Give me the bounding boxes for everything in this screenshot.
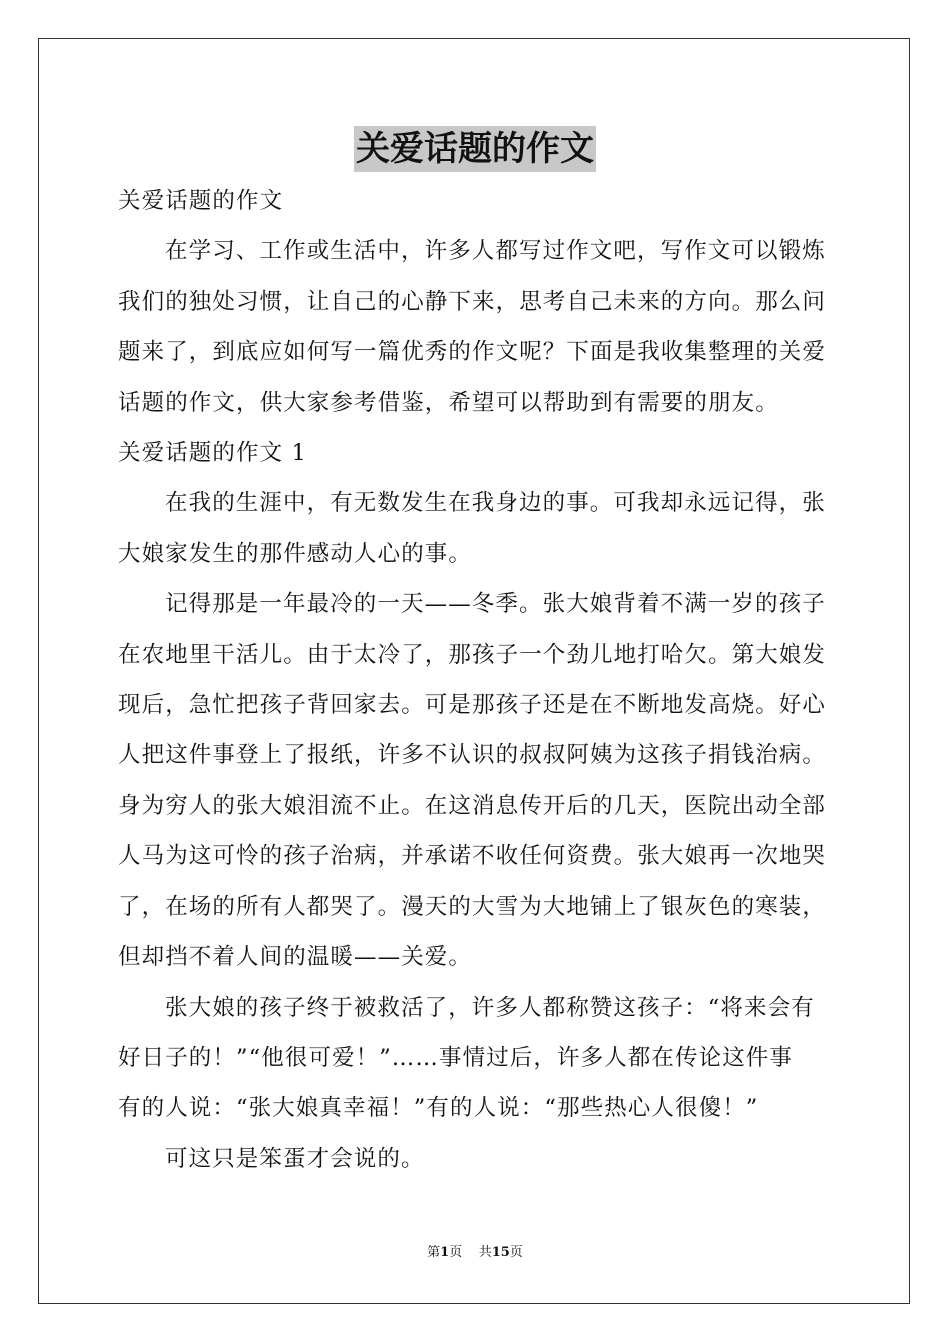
page-suffix: 页 [449, 1245, 463, 1260]
text-line: 好日子的！”“他很可爱！”……事情过后，许多人都在传论这件事 [118, 1044, 794, 1071]
text-line: 可这只是笨蛋才会说的。 [165, 1145, 425, 1172]
text-line: 人把这件事登上了报纸，许多不认识的叔叔阿姨为这孩子捐钱治病。 [118, 742, 827, 769]
text-line: 题来了，到底应如何写一篇优秀的作文呢？下面是我收集整理的关爱 [118, 339, 827, 366]
text-line: 记得那是一年最冷的一天——冬季。张大娘背着不满一岁的孩子 [165, 591, 826, 618]
text-line: 现后，急忙把孩子背回家去。可是那孩子还是在不断地发高烧。好心 [118, 692, 827, 719]
document-title: 关爱话题的作文 [354, 126, 596, 172]
document-body [118, 176, 834, 1184]
page-number: 1 [440, 1245, 450, 1260]
text-line: 但却挡不着人间的温暖——关爱。 [118, 944, 473, 971]
total-suffix: 页 [509, 1245, 523, 1260]
text-line: 关爱话题的作文 1 [118, 440, 307, 467]
total-pages: 15 [491, 1245, 510, 1260]
text-line: 大娘家发生的那件感动人心的事。 [118, 540, 473, 567]
title-container [0, 126, 950, 172]
text-line: 在学习、工作或生活中，许多人都写过作文吧，写作文可以锻炼 [165, 238, 826, 265]
total-prefix: 共 [478, 1245, 492, 1260]
text-line: 在农地里干活儿。由于太冷了，那孩子一个劲儿地打哈欠。第大娘发 [118, 641, 827, 668]
text-line: 在我的生涯中，有无数发生在我身边的事。可我却永远记得，张 [165, 490, 826, 517]
page-footer [0, 1244, 950, 1262]
text-line: 话题的作文，供大家参考借鉴，希望可以帮助到有需要的朋友。 [118, 389, 779, 416]
page-prefix: 第 [427, 1245, 441, 1260]
text-line: 我们的独处习惯，让自己的心静下来，思考自己未来的方向。那么问 [118, 288, 827, 315]
text-line: 身为穷人的张大娘泪流不止。在这消息传开后的几天，医院出动全部 [118, 792, 827, 819]
text-line: 张大娘的孩子终于被救活了，许多人都称赞这孩子：“将来会有 [165, 994, 815, 1021]
text-line: 有的人说：“张大娘真幸福！”有的人说：“那些热心人很傻！” [118, 1095, 759, 1122]
text-line: 了，在场的所有人都哭了。漫天的大雪为大地铺上了银灰色的寒装， [118, 893, 827, 920]
text-line: 关爱话题的作文 [118, 188, 284, 214]
text-line: 人马为这可怜的孩子治病，并承诺不收任何资费。张大娘再一次地哭 [118, 843, 827, 870]
